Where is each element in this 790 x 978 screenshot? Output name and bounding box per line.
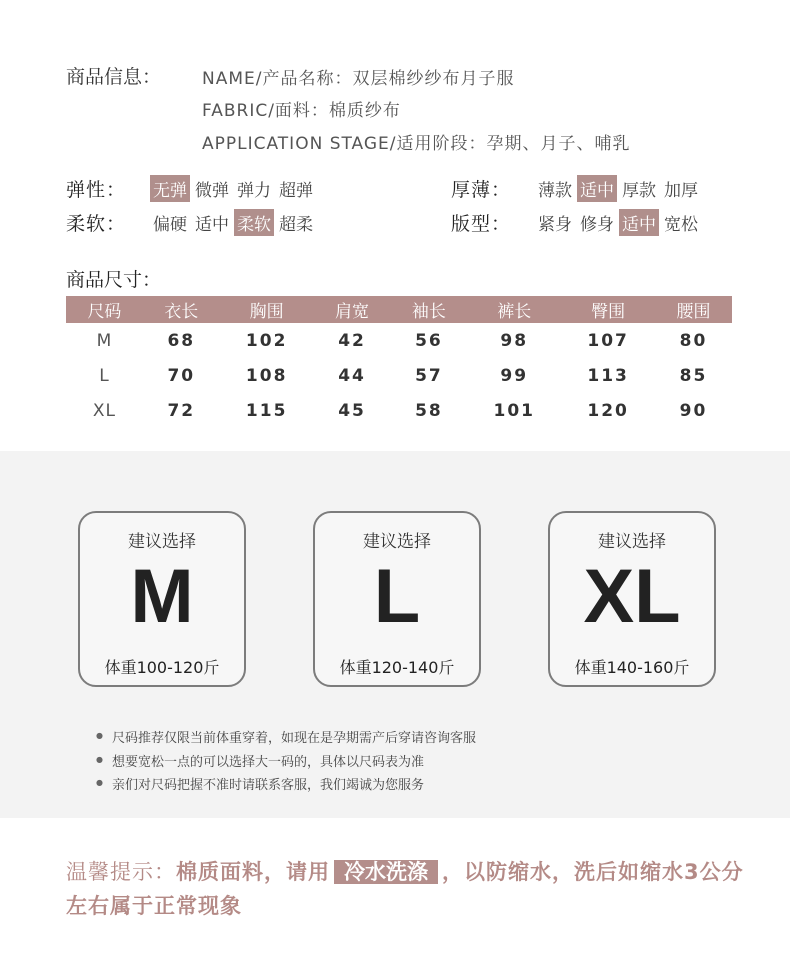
attr-thickness	[451, 175, 703, 202]
table-cell: 45	[338, 400, 366, 421]
note-item	[96, 774, 424, 793]
table-cell: 57	[415, 365, 443, 386]
header-cell: 肩宽	[314, 296, 391, 323]
attr-thickness-option: 厚款	[622, 181, 656, 201]
table-cell: 101	[493, 400, 536, 421]
recommend-card-size: L	[373, 554, 421, 639]
table-cell: 56	[415, 330, 443, 351]
header-cell: 尺码	[66, 296, 143, 323]
table-cell: 72	[167, 400, 196, 421]
header-cell: 裤长	[467, 296, 561, 323]
product-name-line: NAME/产品名称：双层棉纱纱布月子服	[202, 69, 515, 89]
table-cell: 102	[245, 330, 288, 351]
recommend-card-heading: 建议选择	[128, 532, 196, 552]
recommend-card-weight: 体重100-120斤	[104, 658, 220, 677]
table-cell: L	[99, 365, 110, 386]
table-cell: 120	[587, 400, 629, 421]
size-table-title: 商品尺寸：	[66, 269, 162, 291]
attr-softness-option: 偏硬	[153, 215, 187, 235]
table-cell: 98	[500, 330, 529, 351]
note-text: 亲们对尺码把握不准时请联系客服，我们竭诚为您服务	[112, 778, 425, 793]
note-item	[96, 751, 424, 770]
size-table-header	[66, 296, 732, 323]
attr-fit-option: 适中	[619, 209, 659, 236]
header-cell: 臀围	[561, 296, 655, 323]
product-fabric-line: FABRIC/面料：棉质纱布	[202, 101, 401, 121]
table-cell: 115	[245, 400, 288, 421]
attr-softness-label: 柔软：	[66, 213, 127, 235]
table-cell: M	[96, 330, 113, 351]
product-info-title: 商品信息：	[66, 66, 162, 88]
product-stage-line: APPLICATION STAGE/适用阶段：孕期、月子、哺乳	[202, 134, 631, 154]
recommend-card-heading: 建议选择	[598, 532, 666, 552]
note-text: 想要宽松一点的可以选择大一码的，具体以尺码表为准	[112, 755, 425, 770]
attr-thickness-label: 厚薄：	[451, 179, 512, 201]
table-cell: 70	[167, 365, 196, 386]
table-cell: 68	[167, 330, 196, 351]
header-cell: 胸围	[220, 296, 314, 323]
attr-softness-option: 适中	[195, 215, 229, 235]
recommend-card-m	[78, 511, 246, 687]
note-item	[96, 727, 476, 746]
size-table	[66, 296, 732, 428]
attr-elasticity-option: 无弹	[150, 175, 190, 202]
table-cell: 107	[587, 330, 629, 351]
attr-fit-option: 宽松	[664, 215, 698, 235]
warm-tip-highlight: 冷水洗涤	[334, 860, 438, 884]
attr-thickness-option: 加厚	[664, 181, 698, 201]
warm-tip-label: 温馨提示：	[66, 860, 176, 884]
table-row	[66, 358, 732, 393]
size-recommendation-panel	[0, 451, 790, 818]
recommend-card-l	[313, 511, 481, 687]
attr-fit	[451, 209, 703, 236]
table-row	[66, 393, 732, 428]
attr-softness-option: 超柔	[279, 215, 313, 235]
recommend-card-size: XL	[583, 554, 681, 639]
recommend-card-heading: 建议选择	[363, 532, 431, 552]
attr-softness	[66, 209, 318, 236]
recommend-card-weight: 体重120-140斤	[339, 658, 455, 677]
warm-tip-text: 棉质面料，请用	[176, 860, 330, 884]
header-cell: 衣长	[143, 296, 220, 323]
attr-elasticity	[66, 175, 318, 202]
recommend-card-weight: 体重140-160斤	[574, 658, 690, 677]
warm-tip	[66, 855, 756, 923]
table-cell: 44	[338, 365, 366, 386]
table-cell: 80	[679, 330, 708, 351]
attr-elasticity-option: 超弹	[279, 181, 313, 201]
table-cell: 108	[245, 365, 288, 386]
recommend-card-size: M	[130, 554, 194, 639]
table-cell: 58	[415, 400, 443, 421]
table-cell: 99	[500, 365, 529, 386]
attr-elasticity-label: 弹性：	[66, 179, 127, 201]
attr-fit-option: 修身	[580, 215, 614, 235]
note-text: 尺码推荐仅限当前体重穿着，如现在是孕期需产后穿请咨询客服	[112, 731, 477, 746]
recommend-card-xl	[548, 511, 716, 687]
table-cell: XL	[92, 400, 116, 421]
warm-tip-text-rest: ，以防缩水，洗后如缩水3公分左右属于正常现象	[66, 860, 744, 918]
attr-thickness-option: 薄款	[538, 181, 572, 201]
attr-elasticity-option: 弹力	[237, 181, 271, 201]
table-cell: 85	[679, 365, 708, 386]
header-cell: 袖长	[390, 296, 467, 323]
header-cell: 腰围	[655, 296, 732, 323]
table-cell: 42	[338, 330, 366, 351]
attr-elasticity-option: 微弹	[195, 181, 229, 201]
attr-fit-label: 版型：	[451, 213, 512, 235]
table-cell: 90	[679, 400, 708, 421]
attr-softness-option: 柔软	[234, 209, 274, 236]
attr-thickness-option: 适中	[577, 175, 617, 202]
attr-fit-option: 紧身	[538, 215, 572, 235]
table-cell: 113	[587, 365, 629, 386]
table-row	[66, 323, 732, 358]
